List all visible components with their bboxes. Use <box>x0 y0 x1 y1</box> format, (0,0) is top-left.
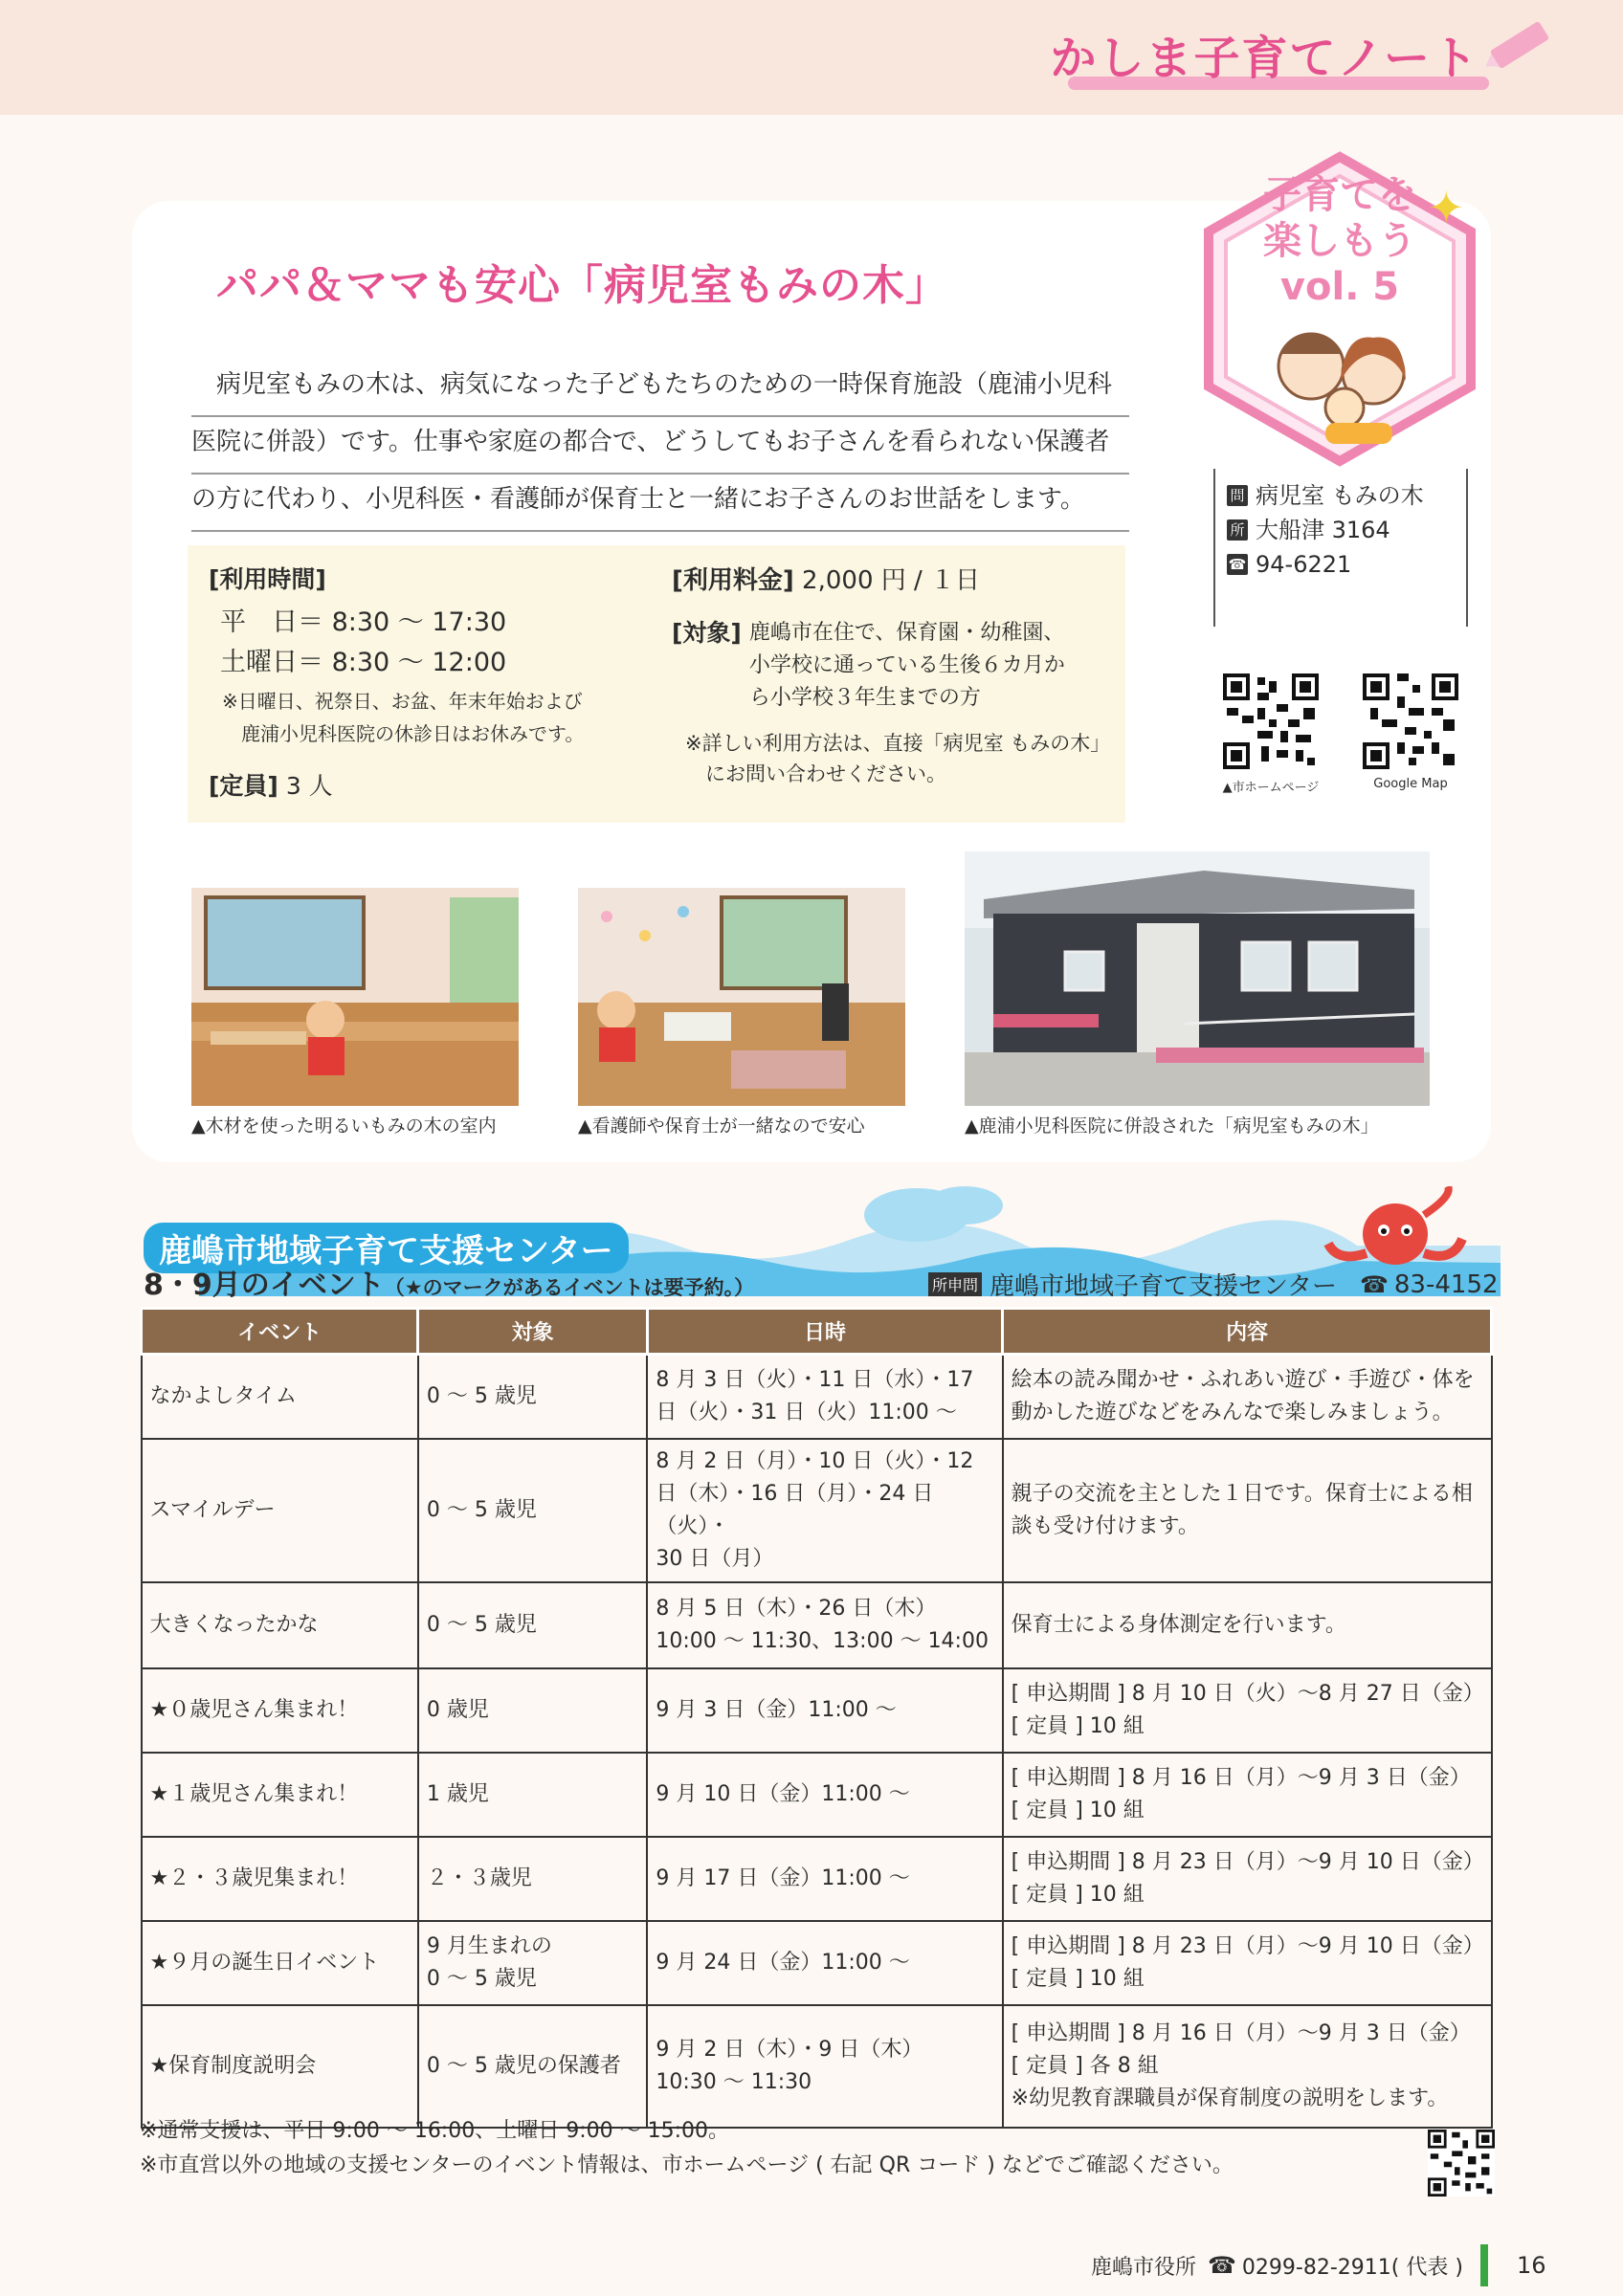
events-title-text: 8・9月のイベント <box>144 1269 385 1302</box>
content-line: [ 申込期間 ] 8 月 23 日（月）～9 月 10 日（金） <box>1011 1933 1484 1958</box>
inquiry-icon: 所申問 <box>928 1272 982 1296</box>
target-line: 鹿嶋市在住で、保育園・幼稚園、 <box>748 621 1065 645</box>
detail-note <box>685 728 1112 789</box>
photo-caption-1: ▲木材を使った明るいもみの木の室内 <box>191 1115 497 1137</box>
event-name-cell: ★１歳児さん集まれ！ <box>142 1753 418 1837</box>
events-title-note: （★のマークがあるイベントは要予約。） <box>384 1276 755 1299</box>
contact-address: 大船津 3164 <box>1256 517 1390 543</box>
badge-text <box>1215 172 1464 310</box>
phone-icon: ☎ <box>1228 556 1247 573</box>
octopus-icon <box>1328 1186 1462 1265</box>
content-line: [ 定員 ] 10 組 <box>1011 1882 1145 1907</box>
table-row <box>142 1668 1492 1753</box>
event-datetime-cell <box>647 1753 1002 1837</box>
content-line: [ 申込期間 ] 8 月 10 日（火）～8 月 27 日（金） <box>1011 1681 1484 1706</box>
hours-note-2: 鹿浦小児科医院の休診日はお休みです。 <box>222 722 585 745</box>
event-content-cell <box>1003 1439 1492 1582</box>
event-name-cell: ★０歳児さん集まれ！ <box>142 1668 418 1753</box>
intro-line: 病児室もみの木は、病気になった子どもたちのための一時保育施設（鹿浦小児科 <box>191 360 1129 417</box>
capacity <box>209 767 333 802</box>
events-title <box>144 1261 754 1303</box>
column-header: 対象 <box>418 1309 648 1355</box>
datetime-line: 9 月 10 日（金）11:00 ～ <box>656 1781 910 1806</box>
contact-address-row <box>1227 513 1455 547</box>
event-datetime-cell <box>647 1668 1002 1753</box>
content-line: 親子の交流を主とした１日です。保育士による相 <box>1011 1481 1473 1506</box>
qr-code-support-centers[interactable] <box>1428 2130 1495 2197</box>
event-target-cell: 9 月生まれの 0 ～ 5 歳児 <box>418 1921 648 2005</box>
datetime-line: 9 月 24 日（金）11:00 ～ <box>656 1950 910 1975</box>
info-right <box>672 561 1112 789</box>
phone-icon: ☎ <box>1359 1270 1389 1298</box>
datetime-line: 8 月 2 日（月）・10 日（火）・12 <box>656 1448 974 1473</box>
event-target-cell: 0 ～ 5 歳児の保護者 <box>418 2005 648 2128</box>
event-datetime-cell <box>647 2005 1002 2128</box>
capacity-value: 3 人 <box>285 772 333 800</box>
content-line: [ 定員 ] 10 組 <box>1011 1713 1145 1738</box>
event-name-cell: ★９月の誕生日イベント <box>142 1921 418 2005</box>
content-line: [ 申込期間 ] 8 月 16 日（月）～9 月 3 日（金） <box>1011 2020 1471 2045</box>
content-line: [ 定員 ] 10 組 <box>1011 1966 1145 1991</box>
events-table <box>140 1307 1493 2129</box>
info-box <box>188 545 1125 823</box>
event-content-cell <box>1003 1582 1492 1668</box>
event-content-cell <box>1003 1753 1492 1837</box>
qr-caption-google-map: Google Map <box>1373 777 1448 791</box>
badge-line: 子育てを <box>1263 173 1416 217</box>
target-label: [対象] <box>672 619 742 647</box>
hours-label: [利用時間] <box>209 565 326 593</box>
datetime-line: 9 月 2 日（木）・9 日（木） <box>656 2037 923 2062</box>
fee-label: [利用料金] <box>672 566 794 595</box>
content-line: ※幼児教育課職員が保育制度の説明をします。 <box>1011 2086 1449 2110</box>
address-icon: 所 <box>1227 519 1248 541</box>
datetime-line: 9 月 17 日（金）11:00 ～ <box>656 1866 910 1890</box>
intro-text <box>191 360 1129 532</box>
datetime-line: 10:00 ～ 11:30、13:00 ～ 14:00 <box>656 1628 989 1653</box>
event-name-cell: 大きくなったかな <box>142 1582 418 1668</box>
event-content-cell <box>1003 1921 1492 2005</box>
target-line: 小学校に通っている生後６カ月か <box>748 653 1065 677</box>
table-row <box>142 1837 1492 1921</box>
target <box>672 617 1112 715</box>
target-line: ら小学校３年生までの方 <box>748 686 981 710</box>
phone-icon: ☎ <box>1208 2252 1236 2279</box>
photo-building-exterior <box>965 851 1430 1106</box>
table-row <box>142 1921 1492 2005</box>
info-left <box>209 561 668 748</box>
contact-name: 病児室 もみの木 <box>1256 482 1424 509</box>
table-row <box>142 1355 1492 1439</box>
column-header: イベント <box>142 1309 418 1355</box>
events-contact-name: 鹿嶋市地域子育て支援センター <box>989 1272 1337 1301</box>
event-target-cell: 0 歳児 <box>418 1668 648 1753</box>
contact-phone: 94-6221 <box>1256 551 1352 578</box>
content-line: 談も受け付けます。 <box>1011 1513 1199 1538</box>
events-table-body <box>142 1355 1492 2128</box>
badge-line: vol. 5 <box>1279 265 1400 309</box>
photo-caption-2: ▲看護師や保育士が一緒なので安心 <box>578 1115 865 1137</box>
event-content-cell <box>1003 1837 1492 1921</box>
event-content-cell <box>1003 2005 1492 2128</box>
photo-room-nurse <box>578 888 905 1106</box>
hours-note-1: ※日曜日、祝祭日、お盆、年末年始および <box>222 690 583 713</box>
center-name: 鹿嶋市地域子育て支援センター <box>144 1223 629 1273</box>
table-row <box>142 2005 1492 2128</box>
event-target-cell: 0 ～ 5 歳児 <box>418 1439 648 1582</box>
qr-code-google-map[interactable] <box>1363 673 1458 769</box>
content-line: [ 定員 ] 各 8 組 <box>1011 2053 1159 2078</box>
datetime-line: 8 月 3 日（火）・11 日（水）・17 <box>656 1367 974 1392</box>
event-datetime-cell <box>647 1582 1002 1668</box>
contact-name-row <box>1227 478 1455 513</box>
content-line: 保育士による身体測定を行います。 <box>1011 1612 1346 1637</box>
table-row <box>142 1582 1492 1668</box>
event-content-cell <box>1003 1355 1492 1439</box>
table-row <box>142 1439 1492 1582</box>
footer-accent-bar <box>1480 2244 1488 2286</box>
fee <box>672 561 1112 596</box>
intro-line: の方に代わり、小児科医・看護師が保育士と一緒にお子さんのお世話をします。 <box>191 475 1129 532</box>
event-target-cell: 1 歳児 <box>418 1753 648 1837</box>
event-datetime-cell <box>647 1921 1002 2005</box>
datetime-line: 8 月 5 日（木）・26 日（木） <box>656 1596 937 1621</box>
events-contact-phone: 83-4152 <box>1393 1269 1499 1299</box>
series-title: かしま子育てノート <box>1050 32 1479 85</box>
datetime-line: 日（木）・16 日（月）・24 日（火）・ <box>656 1481 934 1538</box>
footer-phone: 0299-82-2911( 代表 ) <box>1241 2255 1463 2280</box>
contact-box <box>1213 469 1468 627</box>
detail-note-line: にお問い合わせください。 <box>685 762 946 785</box>
datetime-line: 日（火）・31 日（火）11:00 ～ <box>656 1400 957 1424</box>
datetime-line: 9 月 3 日（金）11:00 ～ <box>656 1697 897 1722</box>
intro-line: 医院に併設）です。仕事や家庭の都合で、どうしてもお子さんを看られない保護者 <box>191 417 1129 475</box>
datetime-line: 10:30 ～ 11:30 <box>656 2069 812 2094</box>
event-datetime-cell <box>647 1439 1002 1582</box>
event-name-cell: ★２・３歳児集まれ！ <box>142 1837 418 1921</box>
target-value <box>749 617 1065 715</box>
event-target-cell: 0 ～ 5 歳児 <box>418 1582 648 1668</box>
detail-note-line: ※詳しい利用方法は、直接「病児室 もみの木」 <box>685 732 1111 755</box>
page-number: 16 <box>1516 2252 1546 2279</box>
content-line: 動かした遊びなどをみんなで楽しみましょう。 <box>1011 1400 1454 1424</box>
content-line: [ 申込期間 ] 8 月 23 日（月）～9 月 10 日（金） <box>1011 1849 1484 1874</box>
event-name-cell: スマイルデー <box>142 1439 418 1582</box>
hours-weekday: 平 日＝ 8:30 ～ 17:30 <box>220 607 507 637</box>
badge-line: 楽しもう <box>1263 219 1416 263</box>
footnote: ※通常支援は、平日 9:00 ～ 16:00、土曜日 9:00 ～ 15:00。 <box>140 2119 730 2143</box>
content-line: [ 申込期間 ] 8 月 16 日（月）～9 月 3 日（金） <box>1011 1765 1471 1790</box>
event-target-cell: 0 ～ 5 歳児 <box>418 1355 648 1439</box>
photo-room-wooden <box>191 888 519 1106</box>
event-datetime-cell <box>647 1355 1002 1439</box>
column-header: 内容 <box>1003 1309 1492 1355</box>
sparkle-icon: ✦ <box>1428 182 1465 233</box>
datetime-line: 30 日（月） <box>656 1546 774 1571</box>
footnotes <box>140 2114 1234 2183</box>
content-line: 絵本の読み聞かせ・ふれあい遊び・手遊び・体を <box>1011 1367 1475 1392</box>
contact-phone-row <box>1227 547 1455 582</box>
qr-code-homepage[interactable] <box>1223 673 1319 769</box>
events-contact <box>928 1267 1499 1302</box>
column-header: 日時 <box>647 1309 1002 1355</box>
feature-title: パパ＆ママも安心「病児室もみの木」 <box>216 261 948 310</box>
content-line: [ 定員 ] 10 組 <box>1011 1798 1145 1822</box>
page-footer <box>1091 2244 1545 2286</box>
capacity-label: [定員] <box>209 772 278 800</box>
event-target-cell: ２・３歳児 <box>418 1837 648 1921</box>
footnote: ※市直営以外の地域の支援センターのイベント情報は、市ホームページ ( 右記 QR コード ) などでご確認ください。 <box>140 2153 1234 2177</box>
hours-saturday: 土曜日＝ 8:30 ～ 12:00 <box>220 648 507 677</box>
inquiry-icon: 問 <box>1227 485 1248 506</box>
photo-caption-3: ▲鹿浦小児科医院に併設された「病児室もみの木」 <box>965 1115 1379 1137</box>
event-name-cell: ★保育制度説明会 <box>142 2005 418 2128</box>
table-header-row <box>142 1309 1492 1355</box>
footer-office: 鹿嶋市役所 <box>1091 2255 1197 2280</box>
fee-value: 2,000 円 / １日 <box>802 566 981 595</box>
table-row <box>142 1753 1492 1837</box>
event-content-cell <box>1003 1668 1492 1753</box>
qr-caption-homepage: ▲市ホームページ <box>1222 781 1320 795</box>
event-name-cell: なかよしタイム <box>142 1355 418 1439</box>
event-datetime-cell <box>647 1837 1002 1921</box>
